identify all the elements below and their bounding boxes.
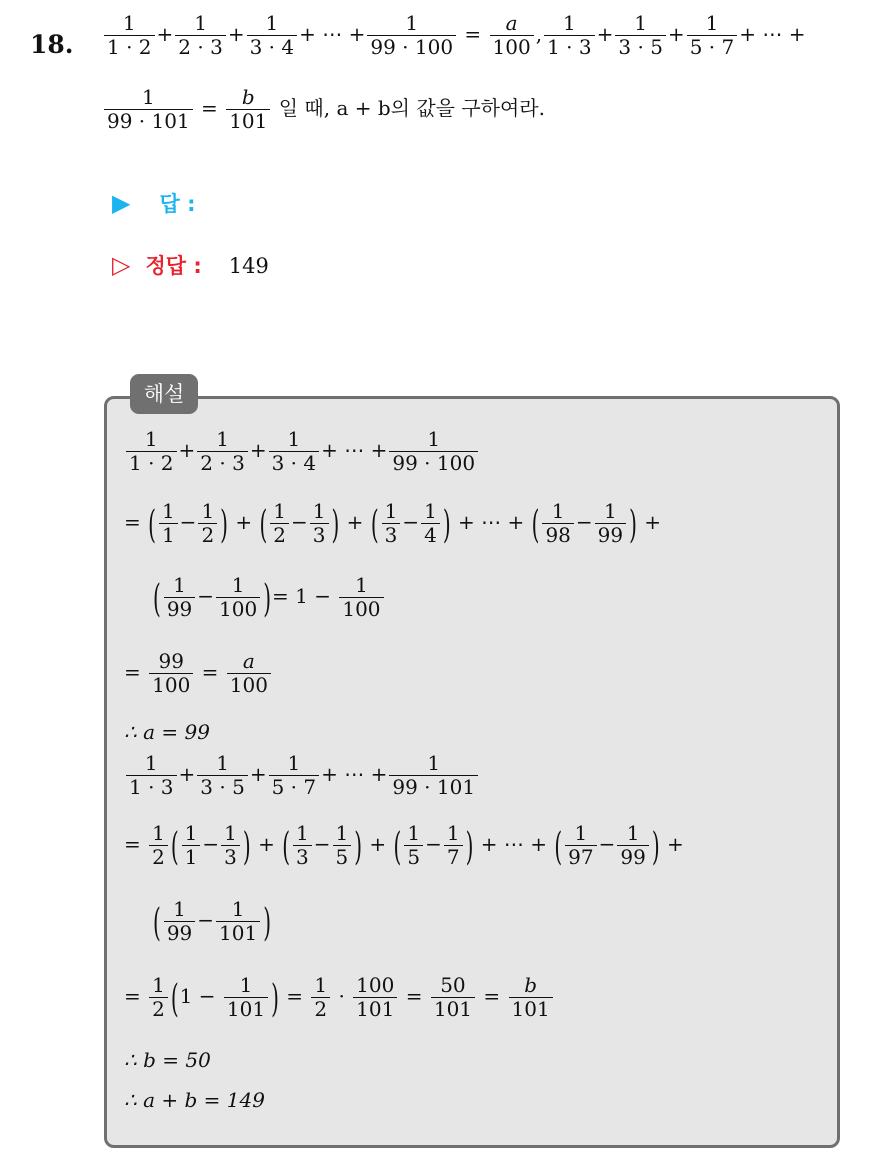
question-text: 일 때, a + b의 값을 구하여라. xyxy=(278,96,545,120)
solution-result-b: ∴ b = 50 xyxy=(124,1048,211,1072)
answer-row xyxy=(112,188,195,218)
answer-label: 답 : xyxy=(159,192,196,216)
correct-answer-row xyxy=(112,250,269,280)
solution-line-8: ( $\frac{1}{99}$ − $\frac{1}{101}$ ) xyxy=(153,897,272,945)
question-line-1: $\frac{1}{1 \cdot 2}$ + $\frac{1}{2 \cdot 3}$ + $\frac{1}{3 \cdot 4}$ + ⋯ + $\frac{1}{99 \cdot 100}$ = $\frac{a}{100}$ , $\frac{1}{1 \cdot 3}$ + $\frac{1}{3 \cdot 5}$ + $\frac{1}{5 \cdot 7}$ + ⋯ + xyxy=(102,12,805,59)
solution-result-sum: ∴ a + b = 149 xyxy=(124,1088,265,1112)
solution-line-3: ( $\frac{1}{99}$ − $\frac{1}{100}$ )= 1 − $\frac{1}{100}$ xyxy=(152,574,386,621)
solution-line-4: = $\frac{99}{100}$ = $\frac{a}{100}$ xyxy=(124,650,273,697)
solution-line-6: $\frac{1}{1 \cdot 3}$ + $\frac{1}{3 \cdot 5}$ + $\frac{1}{5 \cdot 7}$ + ⋯ + $\frac{1}{99 \cdot 101}$ xyxy=(124,752,480,799)
solution-line-7: = $\frac{1}{2}$ ( $\frac{1}{1}$ − $\frac{1}{3}$ ) + ( $\frac{1}{3}$ − $\frac{1}{5}$ ) + ( $\frac{1}{5}$ − $\frac{1}{7}$ ) + ⋯ + ( $\frac{1}{97}$ − $\frac{1}{99}$ ) + xyxy=(124,821,684,869)
correct-value: 149 xyxy=(228,254,269,278)
solution-line-9: = $\frac{1}{2}$ (1 − $\frac{1}{101}$ ) = $\frac{1}{2}$ · $\frac{100}{101}$ = $\frac{50}{101}$ = $\frac{b}{101}$ xyxy=(124,974,555,1021)
solution-result-a: ∴ a = 99 xyxy=(124,720,210,744)
solution-line-1: $\frac{1}{1 \cdot 2}$ + $\frac{1}{2 \cdot 3}$ + $\frac{1}{3 \cdot 4}$ + ⋯ + $\frac{1}{99 \cdot 100}$ xyxy=(124,428,480,475)
solution-tab: 해설 xyxy=(130,374,198,414)
correct-label: 정답 : xyxy=(145,254,202,278)
question-line-2: $\frac{1}{99 \cdot 101}$ = $\frac{b}{101}$ 일 때, a + b의 값을 구하여라. xyxy=(102,86,545,133)
question-number: 18. xyxy=(30,30,74,59)
play-arrow-icon: ▶ xyxy=(112,189,131,217)
solution-line-2: = ( $\frac{1}{1}$ − $\frac{1}{2}$ ) + ( $\frac{1}{2}$ − $\frac{1}{3}$ ) + ( $\frac{1}{3}$ − $\frac{1}{4}$ ) + ⋯ + ( $\frac{1}{98}$ − $\frac{1}{99}$ ) + xyxy=(124,499,662,547)
outline-arrow-icon: ▷ xyxy=(112,251,131,279)
